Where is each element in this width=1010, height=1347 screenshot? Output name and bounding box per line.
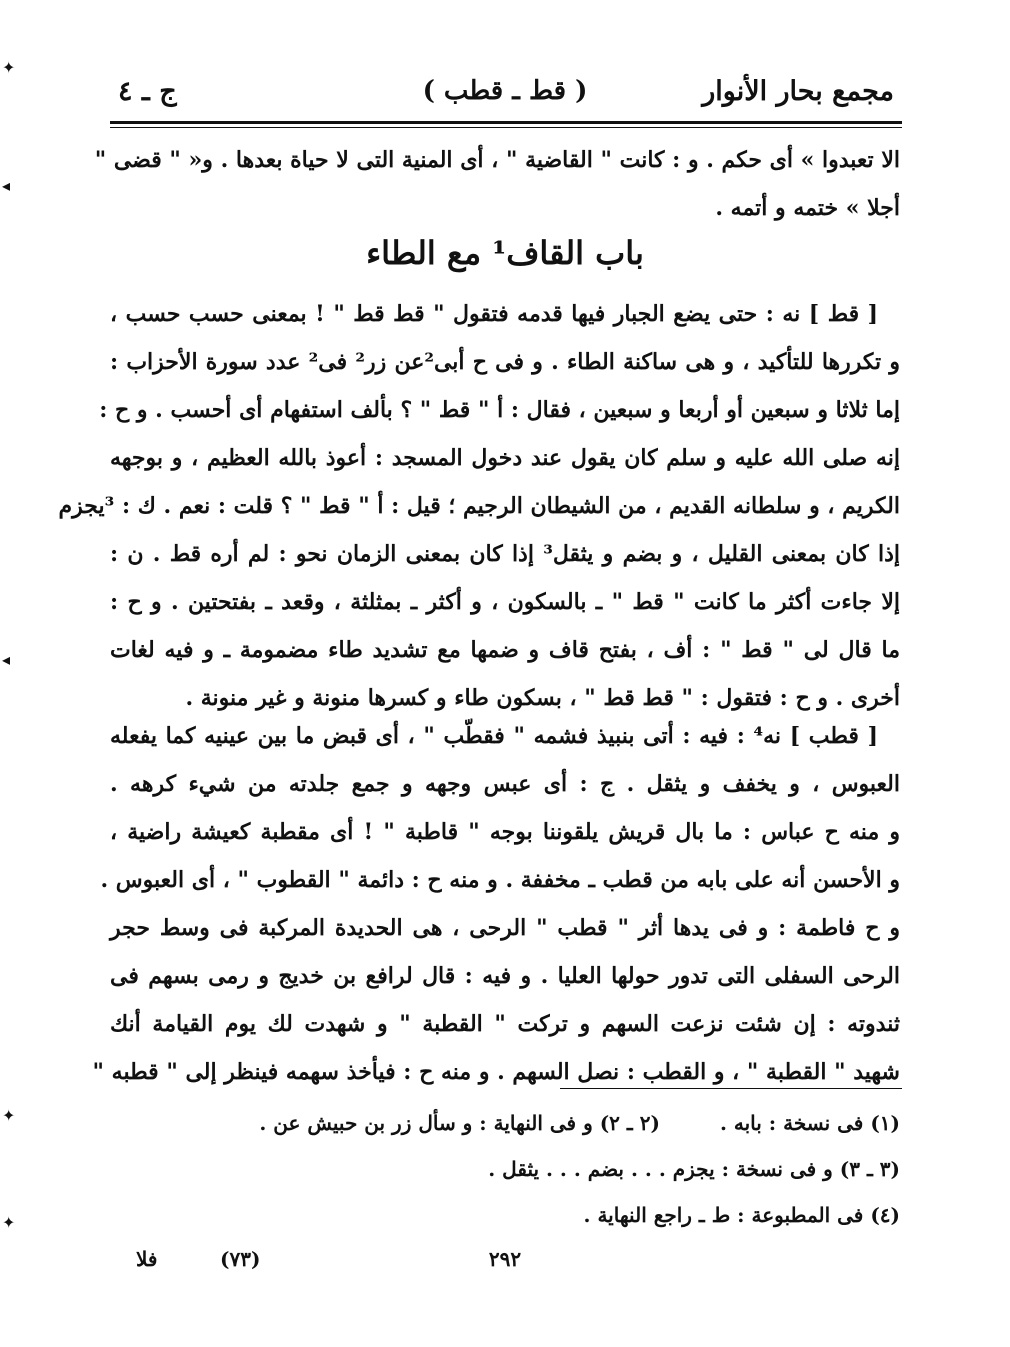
text-line: [ قطب ] نه⁴ : فيه : أتى بنبيذ فشمه " فقطّب " ، أى قبض ما بين عينيه كما يفعله xyxy=(110,723,878,749)
text-line: الرحى السفلى التى تدور حولها العليا . و فيه : قال لرافع بن خديج و رمى بسهم فى xyxy=(110,963,900,989)
text-line: و تكررها للتأكيد ، و هى ساكنة الطاء . و فى ح أبى²عن زر² فى² عدد سورة الأحزاب : xyxy=(110,349,901,375)
text-line: الا تعبدوا » أى حكم . و : كانت " القاضية " ، أى المنية التى لا حياة بعدها . و« " قضى " xyxy=(94,147,900,173)
text-line: إنه صلى الله عليه و سلم كان يقول عند دخول المسجد : أعوذ بالله العظيم ، و بوجهه xyxy=(110,445,900,471)
margin-mark: ◂ xyxy=(2,176,11,195)
text-line: ما قال لى " قط " : أف ، بفتح قاف و ضمها مع تشديد طاء مضمومة ـ و فيه لغات xyxy=(110,637,900,663)
text-line: ثندوته : إن شئت نزعت السهم و تركت " القطبة " و شهدت لك يوم القيامة أنك xyxy=(110,1011,900,1037)
sheet-number: (٧٣) xyxy=(220,1247,261,1271)
running-header xyxy=(110,70,900,120)
margin-mark: ◂ xyxy=(2,650,11,669)
entry-qatab xyxy=(92,712,900,1096)
footnote-rule xyxy=(560,1088,902,1089)
footnote-4: (٤) فى المطبوعة : ط ـ راجع النهاية . xyxy=(583,1203,900,1227)
volume-number: ج ـ ٤ xyxy=(118,76,177,107)
chapter-heading: باب القاف¹ مع الطاء xyxy=(366,234,644,272)
text-line: شهيد " القطبة " ، و القطب : نصل السهم . و منه ح : فيأخذ سهمه فينظر إلى " قطبه " xyxy=(92,1059,900,1085)
footnotes xyxy=(110,1100,900,1238)
footnote-line xyxy=(110,1100,900,1146)
header-rule-thin xyxy=(110,127,902,128)
text-line: و الأحسن أنه على بابه من قطب ـ مخففة . و منه ح : دائمة " القطوب " ، أى العبوس . xyxy=(100,867,900,893)
text-line: العبوس ، و يخفف و يثقل . ج : أى عبس وجهه و جمع جلدته من شيء كرهه . xyxy=(110,771,900,797)
intro-paragraph xyxy=(94,136,900,232)
text-line: و ح فاطمة : و فى يدها أثر " قطب " الرحى ، هى الحديدة المركبة فى وسط حجر xyxy=(110,915,900,941)
footnote-3: (٣ ـ ٣) و فى نسخة : يجزم . . . بضم . . . يثقل . xyxy=(488,1157,900,1181)
book-title: مجمع بحار الأنوار xyxy=(702,76,894,107)
footnote-1: (١) فى نسخة : بابه . xyxy=(719,1111,900,1135)
entry-qat xyxy=(58,290,901,722)
text-line: إلا جاءت أكثر ما كانت " قط " ـ بالسكون ، و أكثر ـ بمثلثة ، وقعد ـ بفتحتين . و ح : xyxy=(110,589,900,615)
page-number: ٢٩٢ xyxy=(488,1247,522,1271)
text-line: إما ثلاثا و سبعين أو أربعا و سبعين ، فقال : أ " قط " ؟ بألف استفهام أى أحسب . و ح : xyxy=(99,397,900,423)
text-line: و منه ح عباس : ما بال قريش يلقوننا بوجه " قاطبة " ! أى مقطبة كعيشة راضية ، xyxy=(110,819,900,845)
footnote-2: (٢ ـ ٢) و فى النهاية : و سأل زر بن حبيش عن . xyxy=(259,1111,660,1135)
header-rule xyxy=(110,121,902,124)
text-line: أخرى . و ح : فتقول : " قط قط " ، بسكون طاء و كسرها منونة و غير منونة . xyxy=(185,685,900,711)
page-footer xyxy=(110,1243,900,1279)
text-line: الكريم ، و سلطانه القديم ، من الشيطان الرجيم ؛ قيل : أ " قط " ؟ قلت : نعم . ك : ³يجزم xyxy=(58,493,900,519)
section-title: ( قط ـ قطب ) xyxy=(422,76,588,106)
margin-mark: ✦ xyxy=(2,1213,16,1232)
text-line: إذا كان بمعنى القليل ، و بضم و يثقل³ إذا كان بمعنى الزمان نحو : لم أره قط . ن : xyxy=(110,541,900,567)
margin-mark: ✦ xyxy=(2,58,16,77)
text-line: أجلا » ختمه و أتمه . xyxy=(715,195,900,221)
text-line: [ قط ] نه : حتى يضع الجبار فيها قدمه فتقول " قط قط " ! بمعنى حسب حسب ، xyxy=(110,301,878,327)
catchword: فلا xyxy=(136,1247,158,1271)
margin-mark: ✦ xyxy=(2,1106,16,1125)
